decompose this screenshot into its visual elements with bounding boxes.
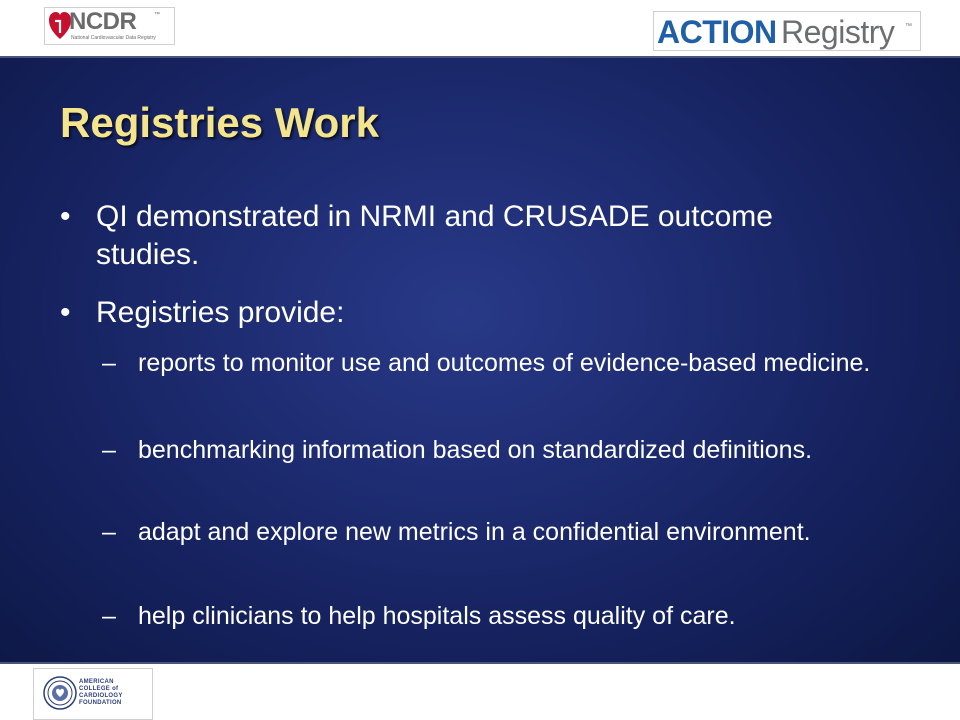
acc-logo-line: COLLEGE of	[79, 686, 119, 692]
ncdr-logo-trademark: ™	[154, 12, 160, 18]
heart-icon	[49, 11, 71, 41]
acc-foundation-logo	[33, 668, 153, 720]
ncdr-logo-word: NCDR	[69, 8, 137, 35]
acc-seal-icon	[43, 676, 77, 710]
sub-bullet-text: reports to monitor use and outcomes of evidence-based medicine.	[138, 349, 871, 377]
sub-bullet-mark: –	[102, 436, 116, 464]
bullet-mark: •	[60, 200, 71, 233]
sub-bullet-mark: –	[102, 349, 116, 377]
ncdr-logo-subtitle: National Cardiovascular Data Registry	[71, 35, 156, 41]
bullet-mark: •	[60, 296, 71, 329]
slide-content-panel	[0, 56, 960, 664]
registry-logo-word: Registry	[781, 14, 895, 50]
footer-band	[0, 664, 960, 720]
sub-bullet-mark: –	[102, 518, 116, 546]
ncdr-logo	[44, 7, 175, 45]
action-registry-logo	[653, 11, 921, 51]
sub-bullet-text: adapt and explore new metrics in a confidential environment.	[138, 518, 811, 546]
registry-logo-trademark: ™	[905, 23, 912, 30]
action-logo-word: ACTION	[657, 14, 777, 50]
acc-logo-line: FOUNDATION	[79, 700, 122, 706]
slide-title: Registries Work	[60, 99, 379, 146]
sub-bullet-text: benchmarking information based on standardized definitions.	[138, 436, 813, 464]
acc-logo-line: AMERICAN	[79, 679, 114, 685]
bullet-text: Registries provide:	[96, 296, 345, 329]
header-band	[0, 0, 960, 56]
acc-logo-line: CARDIOLOGY	[79, 693, 123, 699]
sub-bullet-text: help clinicians to help hospitals assess quality of care.	[138, 602, 736, 630]
acc-logo-text	[79, 679, 151, 707]
bullet-text: QI demonstrated in NRMI and CRUSADE outcome studies.	[96, 200, 773, 271]
sub-bullet-mark: –	[102, 602, 116, 630]
